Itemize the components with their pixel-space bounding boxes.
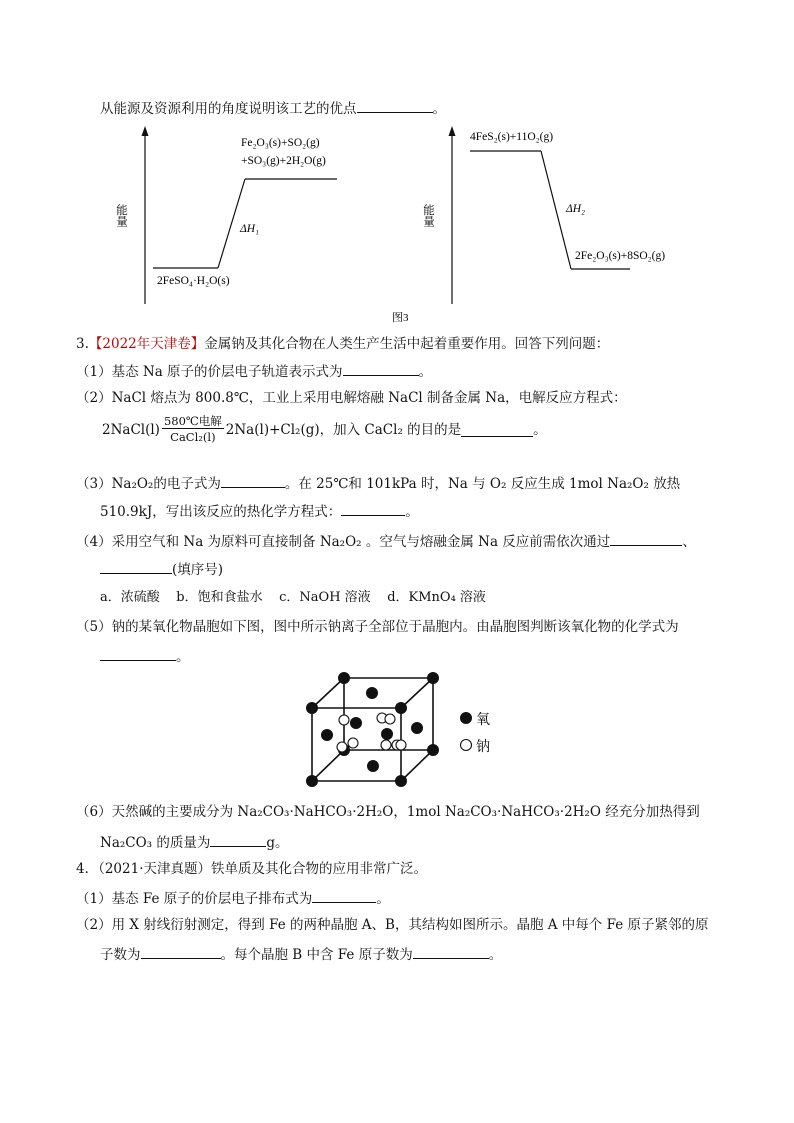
legend-oxygen-marker bbox=[460, 712, 472, 724]
left-top-label-1: Fe₂O₃(s)+SO₂(g) bbox=[241, 137, 320, 149]
right-bottom-label: 2Fe₂O₃(s)+8SO₂(g) bbox=[575, 250, 666, 262]
right-top-label: 4FeS₂(s)+11O₂(g) bbox=[470, 131, 554, 143]
energy-diagram bbox=[0, 118, 794, 328]
answer-blank[interactable] bbox=[610, 531, 682, 546]
legend-sodium-marker bbox=[461, 740, 472, 751]
q3-part5b: 。 bbox=[100, 646, 190, 666]
answer-blank[interactable] bbox=[461, 422, 533, 437]
answer-blank[interactable] bbox=[312, 888, 376, 903]
answer-blank[interactable] bbox=[100, 646, 176, 661]
right-axis-arrow bbox=[449, 126, 456, 136]
right-axis-label: 能量 bbox=[422, 204, 434, 227]
q4-part2b: 子数为 。每个晶胞 B 中含 Fe 原子数为 。 bbox=[100, 944, 502, 964]
left-top-label-2: +SO₃(g)+2H₂O(g) bbox=[241, 155, 326, 167]
electrolysis-equation: 2NaCl(l) 580℃电解 CaCl₂(l) 2Na(l)+Cl₂(g)，加入 CaCl₂ 的目的是 。 bbox=[102, 414, 547, 444]
q3-part5a: （5）钠的某氧化物晶胞如下图，图中所示钠离子全部位于晶胞内。由晶胞图判断该氧化物的化学式为 bbox=[76, 619, 679, 635]
left-bottom-label: 2FeSO₄·H₂O(s) bbox=[157, 275, 230, 287]
q4-part1: （1）基态 Fe 原子的价层电子排布式为 。 bbox=[76, 888, 390, 908]
q3-part4b: (填序号) bbox=[100, 559, 223, 579]
answer-blank[interactable] bbox=[357, 98, 433, 113]
answer-blank[interactable] bbox=[221, 473, 285, 488]
left-dh-label: ΔH₁ bbox=[240, 223, 260, 235]
q3-part2: （2）NaCl 熔点为 800.8℃，工业上采用电解熔融 NaCl 制备金属 Na，电解反应方程式： bbox=[76, 390, 627, 406]
answer-blank[interactable] bbox=[343, 361, 419, 376]
answer-blank[interactable] bbox=[141, 944, 221, 959]
legend-sodium-label: 钠 bbox=[476, 740, 490, 755]
q3-part3b: 510.9kJ，写出该反应的热化学方程式： 。 bbox=[100, 501, 419, 521]
figure-caption: 图3 bbox=[392, 312, 409, 324]
face-oxygen-atoms bbox=[321, 687, 423, 772]
q3-part3a: （3）Na₂O₂的电子式为 。在 25℃和 101kPa 时，Na 与 O₂ 反应生成 1mol Na₂O₂ 放热 bbox=[76, 473, 680, 493]
q3-part1: （1）基态 Na 原子的价层电子轨道表示式为 。 bbox=[76, 361, 432, 381]
right-dh-label: ΔH₂ bbox=[566, 203, 586, 215]
legend-oxygen-label: 氧 bbox=[476, 713, 490, 728]
left-axis-arrow bbox=[142, 126, 149, 136]
answer-blank[interactable] bbox=[341, 501, 405, 516]
reaction-condition: 580℃电解 CaCl₂(l) bbox=[163, 414, 222, 444]
answer-blank[interactable] bbox=[100, 559, 172, 574]
intro-text: 从能源及资源利用的角度说明该工艺的优点 bbox=[100, 101, 357, 117]
q3-options: a．浓硫酸 b．饱和食盐水 c．NaOH 溶液 d．KMnO₄ 溶液 bbox=[100, 590, 486, 605]
q4-title: 4．（2021·天津真题）铁单质及其化合物的应用非常广泛。 bbox=[76, 861, 427, 877]
intro-line: 从能源及资源利用的角度说明该工艺的优点 。 bbox=[100, 98, 446, 118]
q3-source: 【2022年天津卷】 bbox=[88, 336, 205, 352]
q4-part2a: （2）用 X 射线衍射测定，得到 Fe 的两种晶胞 A、B，其结构如图所示。晶胞 A 中每个 Fe 原子紧邻的原 bbox=[76, 917, 709, 933]
crystal-cell-diagram bbox=[290, 670, 510, 795]
q3-title: 3.【2022年天津卷】金属钠及其化合物在人类生产生活中起着重要作用。回答下列问题： bbox=[76, 336, 610, 352]
q3-part6b: Na₂CO₃ 的质量为 g。 bbox=[100, 832, 289, 852]
answer-blank[interactable] bbox=[413, 944, 489, 959]
q3-part4a: （4）采用空气和 Na 为原料可直接制备 Na₂O₂ 。空气与熔融金属 Na 反应前需依次通过 、 bbox=[76, 531, 696, 551]
interior-sodium-atoms bbox=[337, 713, 406, 752]
answer-blank[interactable] bbox=[210, 832, 266, 847]
left-axis-label: 能量 bbox=[115, 204, 127, 227]
q3-part6a: （6）天然碱的主要成分为 Na₂CO₃·NaHCO₃·2H₂O，1mol Na₂CO₃·NaHCO₃·2H₂O 经充分加热得到 bbox=[76, 804, 700, 820]
